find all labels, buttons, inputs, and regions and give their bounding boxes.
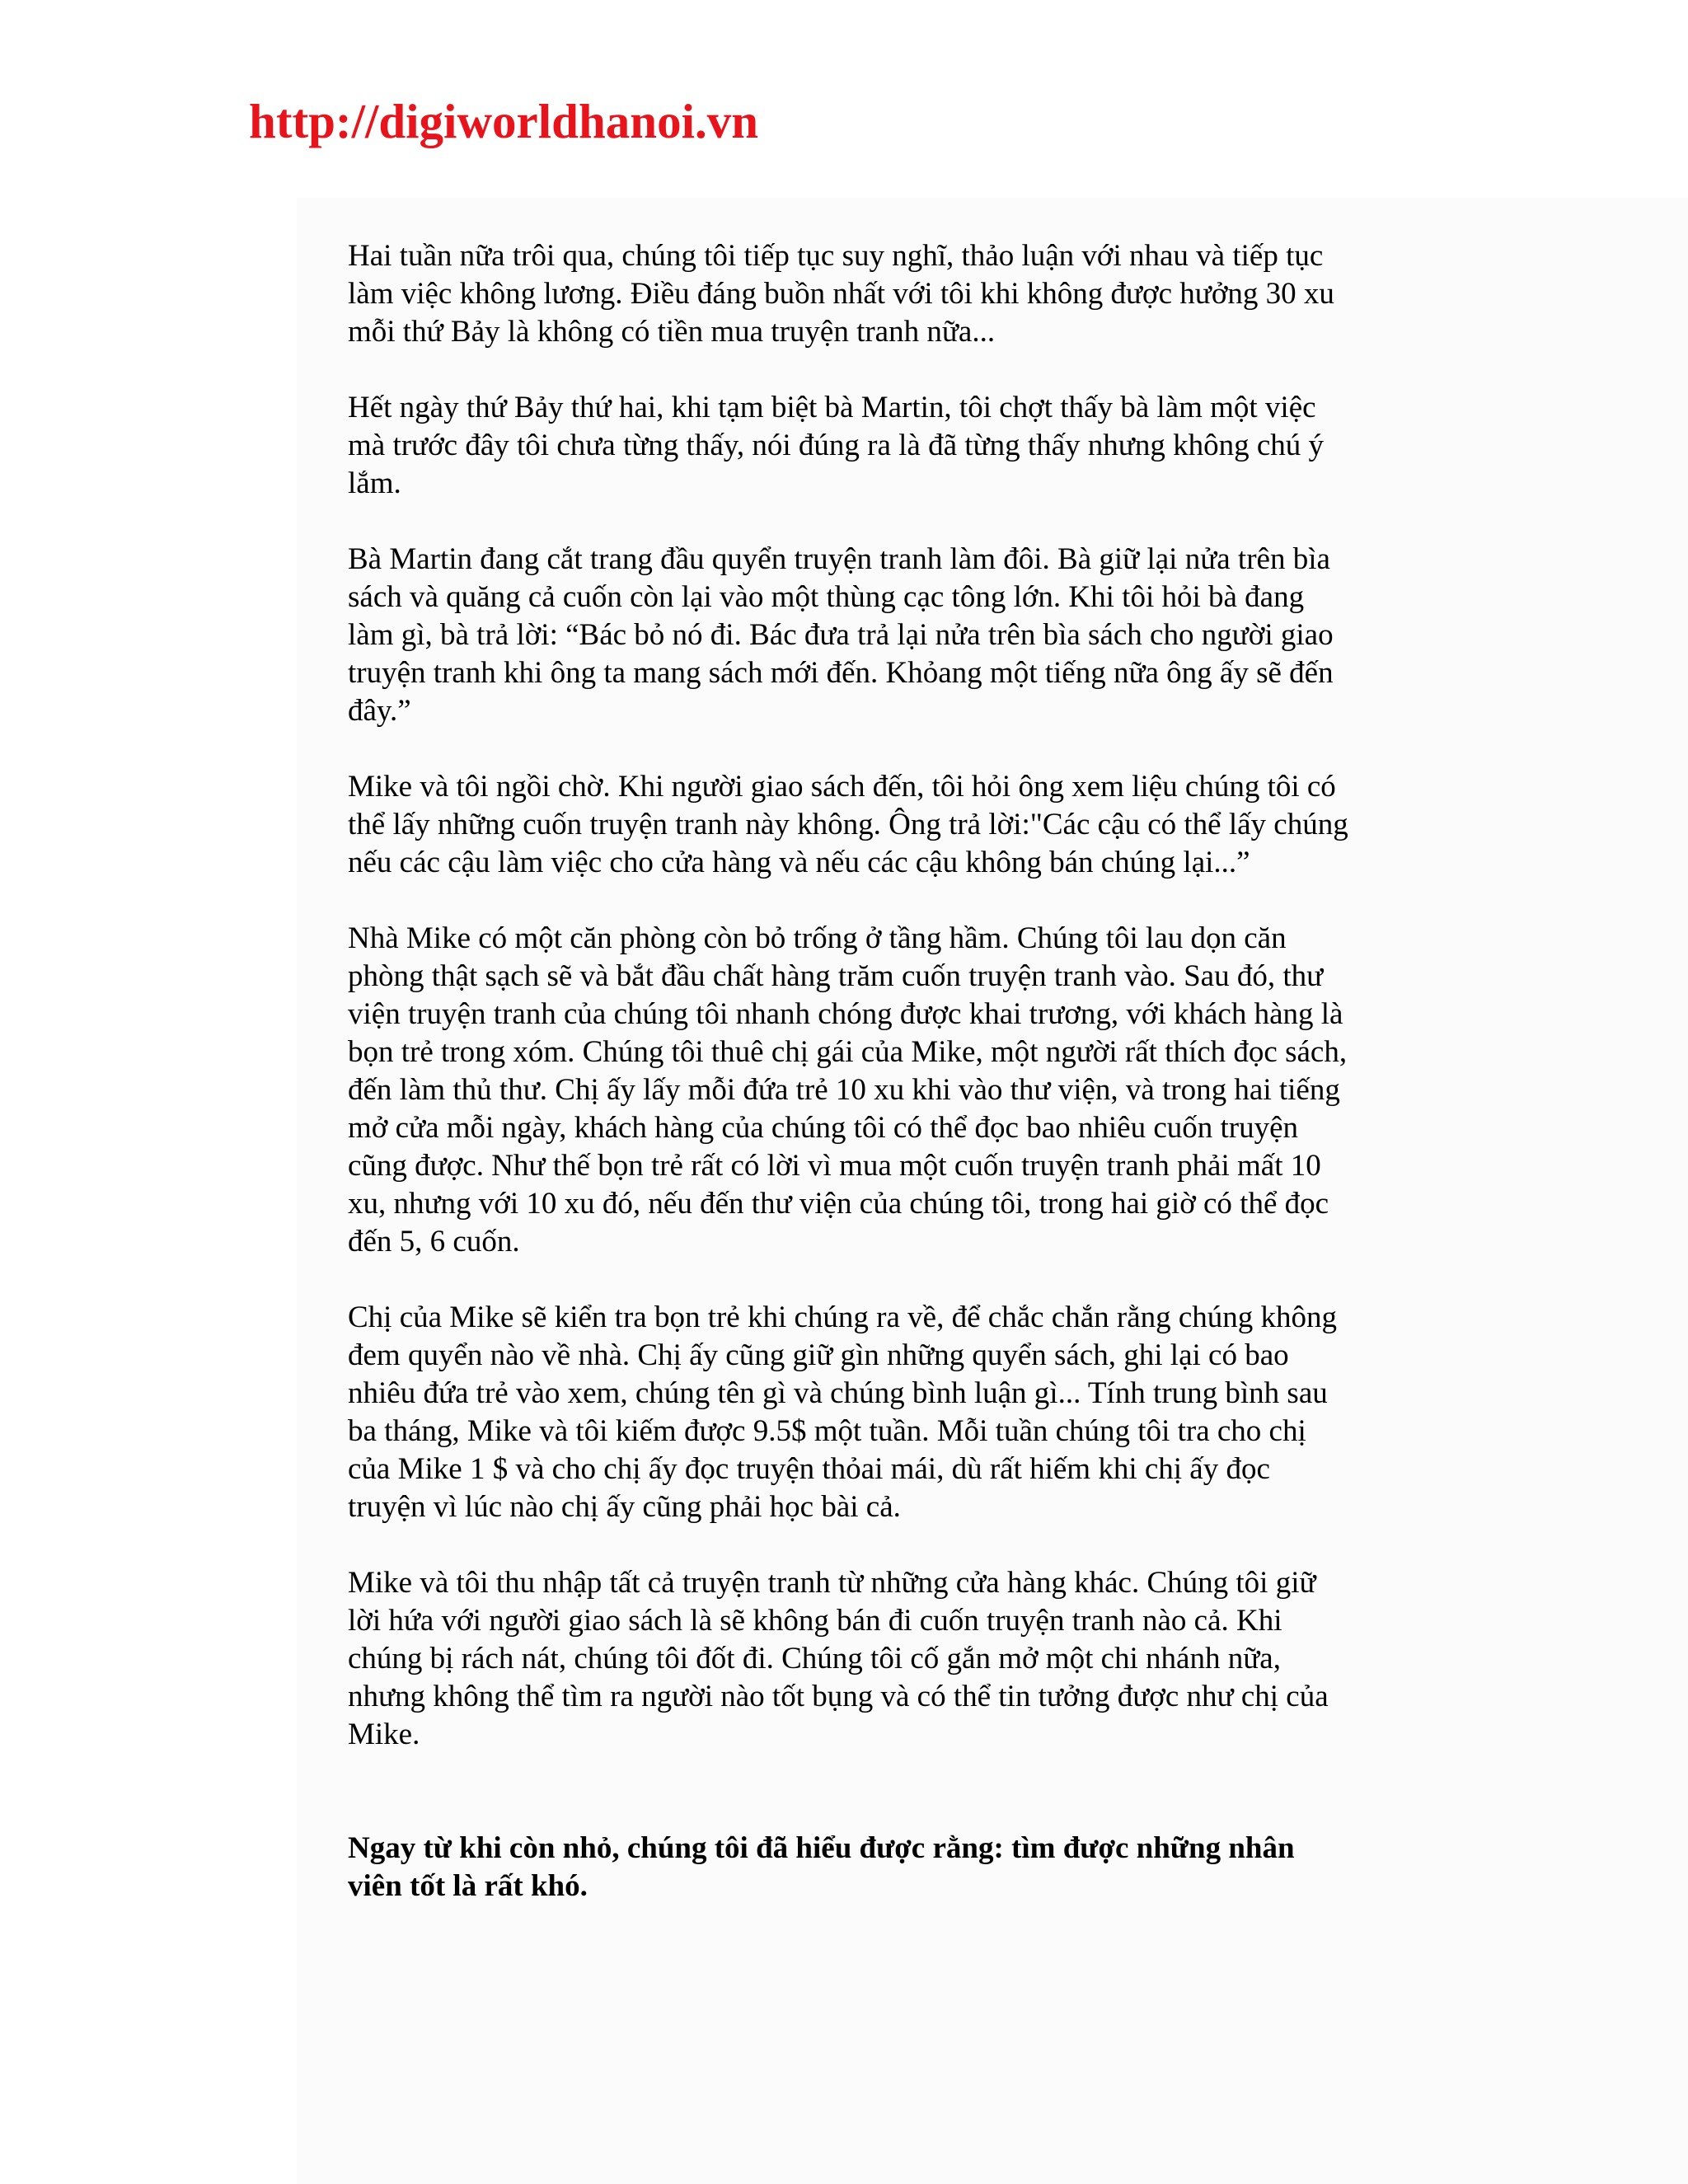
paragraph — [348, 1564, 1452, 1754]
paragraph-line: làm gì, bà trả lời: “Bác bỏ nó đi. Bác đưa trả lại nửa trên bìa sách cho người giao — [348, 618, 1334, 652]
paragraph-line: viện truyện tranh của chúng tôi nhanh chóng được khai trương, với khách hàng là — [348, 997, 1343, 1031]
paragraph-line: nhiêu đứa trẻ vào xem, chúng tên gì và chúng bình luận gì... Tính trung bình sau — [348, 1376, 1328, 1410]
paragraph-line: ba tháng, Mike và tôi kiếm được 9.5$ một tuần. Mỗi tuần chúng tôi tra cho chị — [348, 1414, 1306, 1448]
paragraph-line: mà trước đây tôi chưa từng thấy, nói đúng ra là đã từng thấy nhưng không chú ý — [348, 429, 1325, 462]
paragraph-line: sách và quăng cả cuốn còn lại vào một thùng cạc tông lớn. Khi tôi hỏi bà đang — [348, 580, 1305, 614]
paragraph-line: truyện vì lúc nào chị ấy cũng phải học bài cả. — [348, 1490, 901, 1524]
paragraph — [348, 237, 1452, 351]
closing-statement — [348, 1830, 1452, 1905]
paragraph-line: Bà Martin đang cắt trang đầu quyển truyện tranh làm đôi. Bà giữ lại nửa trên bìa — [348, 542, 1330, 576]
paragraph-line: thể lấy những cuốn truyện tranh này không. Ông trả lời:"Các cậu có thể lấy chúng — [348, 808, 1348, 841]
paragraph-line: bọn trẻ trong xóm. Chúng tôi thuê chị gái của Mike, một người rất thích đọc sách, — [348, 1035, 1348, 1069]
paragraph-line: lắm. — [348, 466, 401, 500]
paragraph-line: làm việc không lương. Điều đáng buồn nhất với tôi khi không được hưởng 30 xu — [348, 277, 1334, 311]
closing-line: Ngay từ khi còn nhỏ, chúng tôi đã hiểu được rằng: tìm được những nhân — [348, 1831, 1295, 1865]
paragraph-line: Hết ngày thứ Bảy thứ hai, khi tạm biệt bà Martin, tôi chợt thấy bà làm một việc — [348, 391, 1316, 424]
paragraph-line: Hai tuần nữa trôi qua, chúng tôi tiếp tục suy nghĩ, thảo luận với nhau và tiếp tục — [348, 239, 1324, 273]
paragraph — [348, 1299, 1452, 1526]
paragraph-line: mỗi thứ Bảy là không có tiền mua truyện tranh nữa... — [348, 315, 996, 349]
paragraph-line: nhưng không thể tìm ra người nào tốt bụng và có thể tin tưởng được như chị của — [348, 1680, 1329, 1713]
paragraph-line: đến 5, 6 cuốn. — [348, 1225, 520, 1258]
site-url-header: http://digiworldhanoi.vn — [249, 94, 759, 148]
paragraph-line: nếu các cậu làm việc cho cửa hàng và nếu các cậu không bán chúng lại...” — [348, 846, 1250, 879]
closing-line: viên tốt là rất khó. — [348, 1869, 588, 1903]
paragraph — [348, 389, 1452, 503]
paragraph-line: Chị của Mike sẽ kiển tra bọn trẻ khi chúng ra về, để chắc chắn rằng chúng không — [348, 1301, 1338, 1334]
paragraph-line: phòng thật sạch sẽ và bắt đầu chất hàng trăm cuốn truyện tranh vào. Sau đó, thư — [348, 959, 1324, 993]
paragraph-line: xu, nhưng với 10 xu đó, nếu đến thư viện của chúng tôi, trong hai giờ có thể đọc — [348, 1187, 1329, 1221]
paragraph — [348, 920, 1452, 1261]
document-body — [348, 237, 1452, 1905]
paragraph-line: đây.” — [348, 694, 411, 728]
paragraph — [348, 768, 1452, 882]
paragraph-line: của Mike 1 $ và cho chị ấy đọc truyện thỏai mái, dù rất hiếm khi chị ấy đọc — [348, 1452, 1270, 1486]
paragraph-line: Mike và tôi thu nhập tất cả truyện tranh từ những cửa hàng khác. Chúng tôi giữ — [348, 1566, 1316, 1600]
paragraph-line: truyện tranh khi ông ta mang sách mới đến. Khỏang một tiếng nữa ông ấy sẽ đến — [348, 656, 1334, 690]
paragraph-line: cũng được. Như thế bọn trẻ rất có lời vì mua một cuốn truyện tranh phải mất 10 — [348, 1149, 1321, 1183]
paragraph-line: chúng bị rách nát, chúng tôi đốt đi. Chúng tôi cố gắn mở một chi nhánh nữa, — [348, 1642, 1281, 1675]
paragraph-line: Mike và tôi ngồi chờ. Khi người giao sách đến, tôi hỏi ông xem liệu chúng tôi có — [348, 770, 1336, 804]
paragraph-line: Nhà Mike có một căn phòng còn bỏ trống ở tầng hầm. Chúng tôi lau dọn căn — [348, 921, 1287, 955]
paragraph-line: mở cửa mỗi ngày, khách hàng của chúng tôi có thể đọc bao nhiêu cuốn truyện — [348, 1111, 1299, 1145]
paragraph-line: Mike. — [348, 1718, 420, 1751]
paragraph-list — [348, 237, 1452, 1754]
paragraph-line: đem quyển nào về nhà. Chị ấy cũng giữ gìn những quyển sách, ghi lại có bao — [348, 1338, 1289, 1372]
paragraph — [348, 541, 1452, 730]
paragraph-line: đến làm thủ thư. Chị ấy lấy mỗi đứa trẻ 10 xu khi vào thư viện, và trong hai tiếng — [348, 1073, 1340, 1107]
paragraph-line: lời hứa với người giao sách là sẽ không bán đi cuốn truyện tranh nào cả. Khi — [348, 1604, 1282, 1638]
